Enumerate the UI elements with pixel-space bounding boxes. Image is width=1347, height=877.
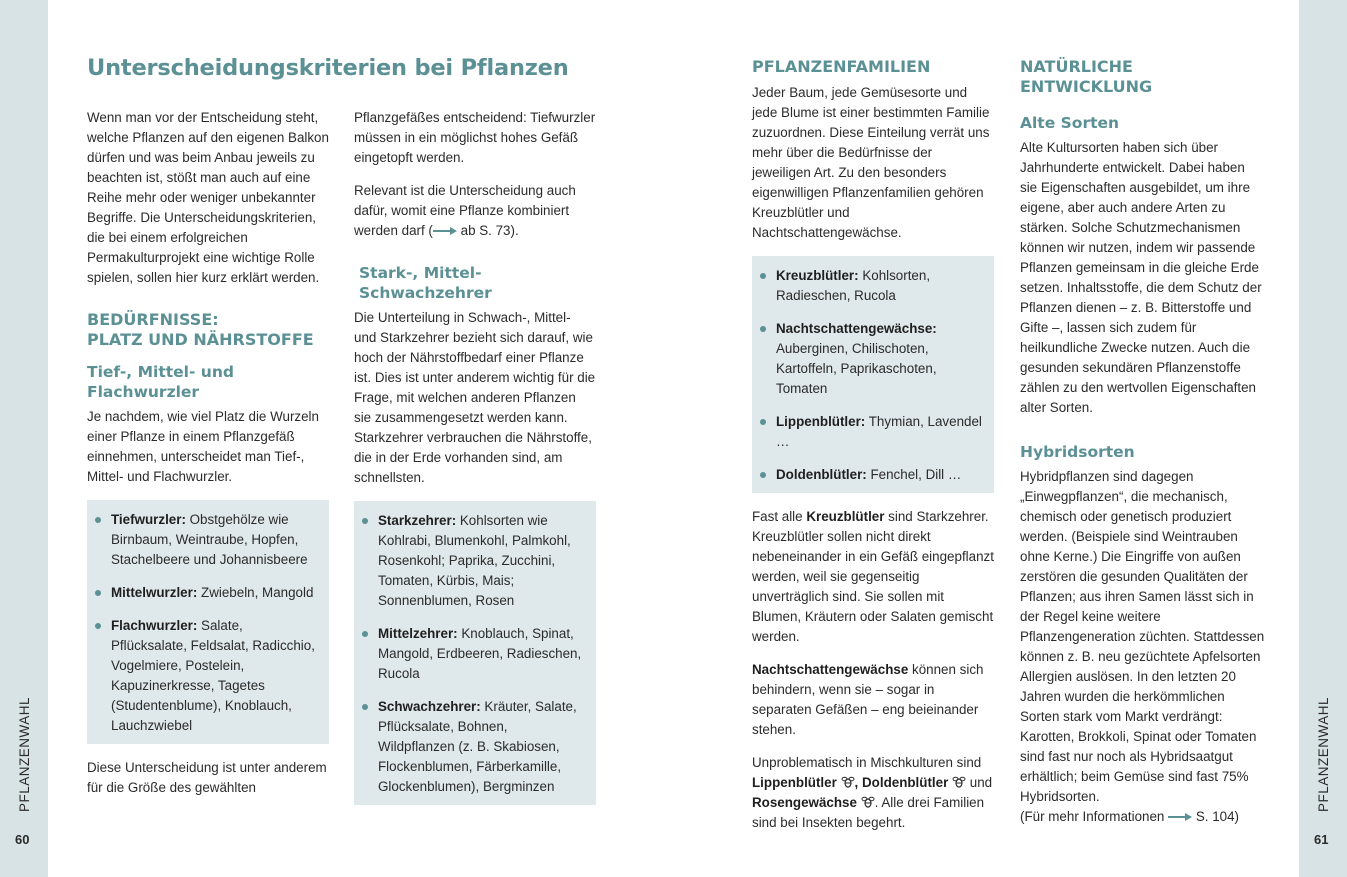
- bee-icon: [952, 775, 966, 789]
- column-3: [752, 57, 994, 846]
- list-item: Flachwurzler: Salate, Pflücksalate, Feldsalat, Radicchio, Vogelmiere, Postelein, Kapuzinerkresse, Tagetes (Studentenblume), Knoblauch, Lauchzwiebel: [111, 616, 317, 736]
- page-title: Unterscheidungskriterien bei Pflanzen: [87, 55, 569, 81]
- more-info-reference: (Für mehr Informationen S. 104): [1020, 809, 1240, 824]
- bullet-icon: [760, 326, 766, 332]
- roots-box: [87, 500, 329, 744]
- list-item: Kreuzblütler: Kohlsorten, Radieschen, Rucola: [776, 266, 982, 306]
- plant-families-heading: PFLANZENFAMILIEN: [752, 57, 931, 76]
- bullet-icon: [95, 590, 101, 596]
- feeders-box: [354, 501, 596, 805]
- bullet-icon: [760, 419, 766, 425]
- bullet-icon: [95, 517, 101, 523]
- cruciferous-paragraph: Fast alle Kreuzblütler sind Starkzehrer. Kreuzblütler sollen nicht direkt nebeneinander in ein Gefäß eingepflanzt werden, weil sie gegenseitig unverträglich sind. Sie sollen mit Blumen, Kräutern oder Salaten gemischt werden.: [752, 509, 994, 644]
- mixed-culture-paragraph: Unproblematisch in Mischkulturen sind Lippenblütler , Doldenblütler und Rosengewächse . Alle drei Familien sind bei Insekten begehrt.: [752, 755, 993, 830]
- vessel-paragraph: Pflanzgefäßes entscheidend: Tiefwurzler müssen in ein möglichst hohes Gefäß eingetopft werden.: [354, 110, 596, 165]
- hybrid-varieties-paragraph: Hybridpflanzen sind dagegen „Einwegpflanzen“, die mechanisch, chemisch oder genetisch produziert werden. (Beispiele sind Weintrauben ohne Kerne.) Die Eingriffe von außen zerstören die gesunden Qualitäten der Pflanzen; aus ihren Samen lässt sich in der Regel keine weitere Pflanzengeneration züchten. Stattdessen können z. B. neu gezüchtete Apfelsorten Allergien auslösen. In den letzten 20 Jahren wurden die herkömmlichen Sorten stark vom Markt verdrängt: Karotten, Brokkoli, Spinat oder Tomaten sind fast nur noch als Hybridsaatgut erhältlich; beim Gemüse sind fast 75% Hybridsorten.: [1020, 469, 1265, 804]
- feeders-subheading: Stark-, Mittel- Schwachzehrer: [359, 264, 492, 302]
- column-1: [87, 108, 329, 811]
- list-item: Mittelwurzler: Zwiebeln, Mangold: [111, 583, 317, 603]
- roots-paragraph: Je nachdem, wie viel Platz die Wurzeln einer Pflanze in einem Pflanzgefäß einnehmen, unterscheidet man Tief-, Mittel- und Flachwurzler.: [87, 409, 319, 484]
- intro-paragraph: Wenn man vor der Entscheidung steht, welche Pflanzen auf den eigenen Balkon dürfen und was beim Anbau jeweils zu beachten ist, stößt man auch auf eine Reihe mehr oder weniger unbekannter Begriffe. Die Unterscheidungskriterien, die bei einem erfolgreichen Permakulturprojekt eine wichtige Rolle spielen, sollen hier kurz erklärt werden.: [87, 110, 329, 285]
- bee-icon: [861, 795, 875, 809]
- families-intro-paragraph: Jeder Baum, jede Gemüsesorte und jede Blume ist einer bestimmten Familie zuzuordnen. Diese Einteilung verrät uns mehr über die Bedürfnisse der jeweiligen Art. Zu den besonders eigenwilligen Pflanzenfamilien gehören Kreuzblütler und Nachtschattengewächse.: [752, 85, 990, 240]
- right-page-number: 61: [1314, 832, 1329, 847]
- arrow-right-icon: [1168, 812, 1192, 822]
- bee-icon: [841, 775, 855, 789]
- list-item: Nachtschattengewächse: Auberginen, Chilischoten, Kartoffeln, Paprikaschoten, Tomaten: [776, 319, 982, 399]
- column-2: [354, 108, 596, 819]
- left-page-number: 60: [15, 832, 30, 847]
- relevance-paragraph: Relevant ist die Unterscheidung auch dafür, womit eine Pflanze kombiniert werden darf ( ab S. 73).: [354, 183, 576, 238]
- hybrid-varieties-subheading: Hybridsorten: [1020, 443, 1135, 461]
- left-section-label: PFLANZENWAHL: [17, 696, 32, 812]
- list-item: Schwachzehrer: Kräuter, Salate, Pflücksalate, Bohnen, Wildpflanzen (z. B. Skabiosen, Flockenblumen, Färberkamille, Glockenblumen), Bergminzen: [378, 697, 584, 797]
- list-item: Doldenblütler: Fenchel, Dill …: [776, 465, 982, 485]
- nightshade-paragraph: Nachtschattengewächse können sich behindern, wenn sie – sogar in separaten Gefäßen – eng beieinander stehen.: [752, 662, 984, 737]
- feeders-paragraph: Die Unterteilung in Schwach-, Mittel- und Starkzehrer bezieht sich darauf, wie hoch der Nährstoffbedarf einer Pflanze ist. Dies ist unter anderem wichtig für die Frage, mit welchen anderen Pflanzen sie zusammengesetzt werden kann. Starkzehrer verbrauchen die Nährstoffe, die in der Erde vorhanden sind, am schnellsten.: [354, 310, 596, 485]
- list-item: Starkzehrer: Kohlsorten wie Kohlrabi, Blumenkohl, Palmkohl, Rosenkohl; Paprika, Zucchini, Tomaten, Kürbis, Mais; Sonnenblumen, Rosen: [378, 511, 584, 611]
- families-box: [752, 256, 994, 493]
- list-item: Lippenblütler: Thymian, Lavendel …: [776, 412, 982, 452]
- bullet-icon: [362, 704, 368, 710]
- right-section-label: PFLANZENWAHL: [1316, 696, 1331, 812]
- list-item: Tiefwurzler: Obstgehölze wie Birnbaum, Weintraube, Hopfen, Stachelbeere und Johannisbeere: [111, 510, 317, 570]
- arrow-right-icon: [433, 226, 457, 236]
- old-varieties-paragraph: Alte Kultursorten haben sich über Jahrhunderte entwickelt. Dabei haben sie Eigenschaften ausgebildet, um ihre eigene, aber auch andere Arten zu stärken. Solche Schutzmechanismen können wir nutzen, indem wir passende Pflanzen gemeinsam in die gleiche Erde setzen. Inhaltsstoffe, die dem Schutz der Pflanzen dienen – z. B. Bitterstoffe und Gifte –, lassen sich zudem für heilkundliche Zwecke nutzen. Auch die gesunden sekundären Pflanzenstoffe zählen zu den wertvollen Eigenschaften alter Sorten.: [1020, 140, 1262, 415]
- roots-subheading: Tief-, Mittel- und Flachwurzler: [87, 363, 234, 401]
- bullet-icon: [760, 472, 766, 478]
- bullet-icon: [362, 518, 368, 524]
- bullet-icon: [362, 631, 368, 637]
- natural-development-heading: NATÜRLICHE ENTWICKLUNG: [1020, 57, 1153, 96]
- needs-heading: BEDÜRFNISSE: PLATZ UND NÄHRSTOFFE: [87, 310, 314, 349]
- bullet-icon: [760, 273, 766, 279]
- bullet-icon: [95, 623, 101, 629]
- list-item: Mittelzehrer: Knoblauch, Spinat, Mangold, Erdbeeren, Radieschen, Rucola: [378, 624, 584, 684]
- old-varieties-subheading: Alte Sorten: [1020, 114, 1120, 132]
- column-4: [1020, 57, 1265, 840]
- roots-tail-paragraph: Diese Unterscheidung ist unter anderem für die Größe des gewählten: [87, 760, 327, 795]
